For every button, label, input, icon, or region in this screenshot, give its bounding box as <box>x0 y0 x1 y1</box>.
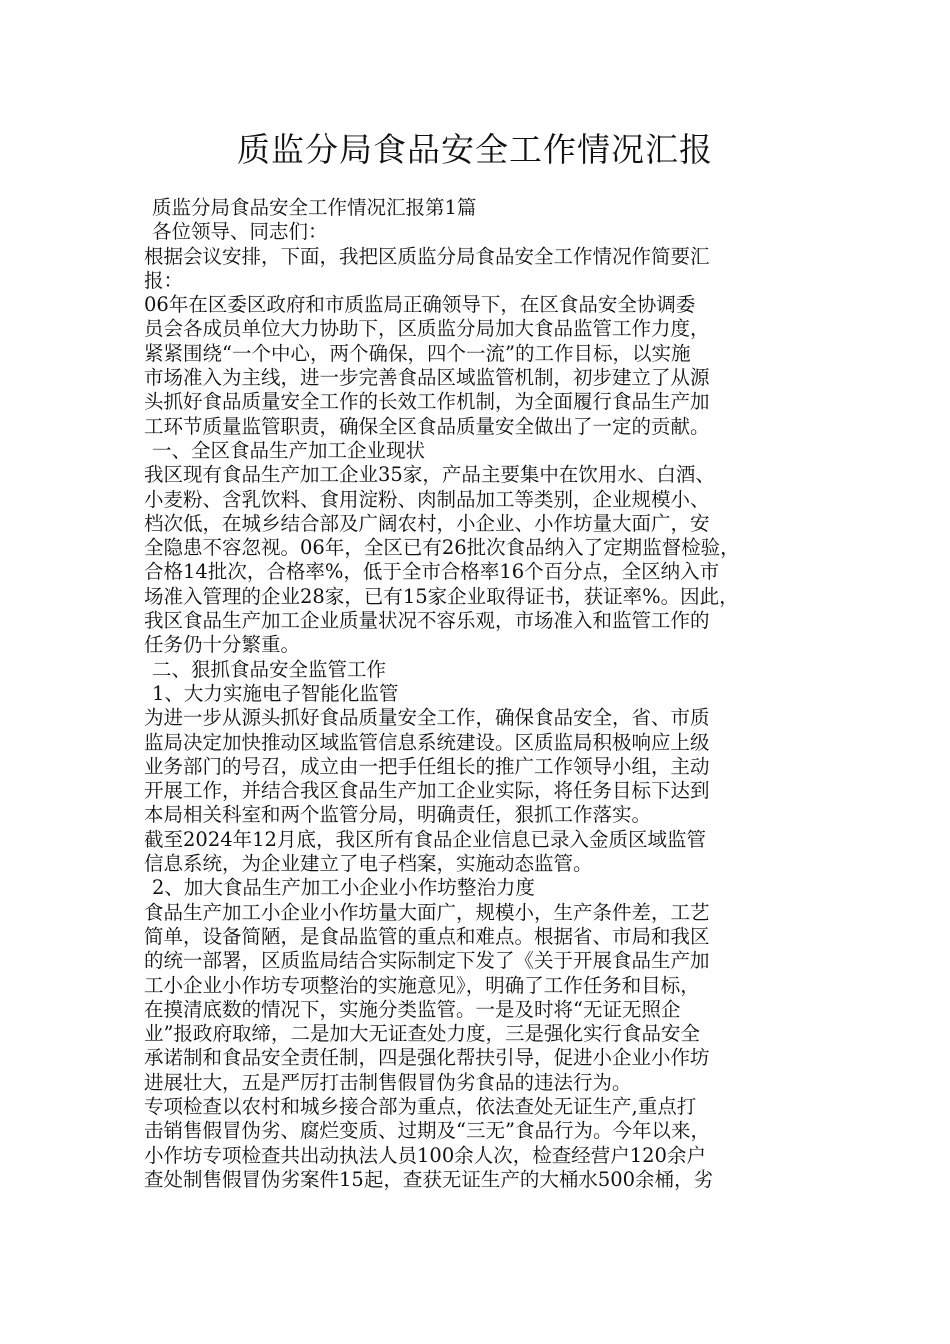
paragraph-line: 小作坊专项检查共出动执法人员100余人次，检查经营户120余户 <box>144 1143 706 1167</box>
paragraph-line: 工小企业小作坊专项整治的实施意见》，明确了工作任务和目标， <box>144 973 700 997</box>
paragraph-line: 击销售假冒伪劣、腐烂变质、过期及“三无”食品行为。今年以来， <box>144 1119 710 1143</box>
paragraph-line: 本局相关科室和两个监管分局，明确责任，狠抓工作落实。 <box>144 803 652 827</box>
paragraph-line: 的统一部署，区质监局结合实际制定下发了《关于开展食品生产加 <box>144 949 710 973</box>
paragraph-line: 全隐患不容忽视。06年，全区已有26批次食品纳入了定期监督检验， <box>144 536 740 560</box>
paragraph-line: 场准入管理的企业28家，已有15家企业取得证书，获证率%。因此， <box>144 584 739 608</box>
section-heading: 一、全区食品生产加工企业现状 <box>152 438 426 462</box>
salutation-line: 各位领导、同志们： <box>152 220 328 244</box>
paragraph-line: 业务部门的号召，成立由一把手任组长的推广工作领导小组，主动 <box>144 754 710 778</box>
subtitle-line: 质监分局食品安全工作情况汇报第1篇 <box>152 196 477 219</box>
paragraph-line: 我区现有食品生产加工企业35家，产品主要集中在饮用水、白酒、 <box>144 463 715 487</box>
paragraph-line: 食品生产加工小企业小作坊量大面广，规模小，生产条件差，工艺 <box>144 900 710 924</box>
paragraph-line: 市场准入为主线，进一步完善食品区域监管机制，初步建立了从源 <box>144 366 710 390</box>
section-heading: 二、狠抓食品安全监管工作 <box>152 657 387 681</box>
subsection-heading: 1、大力实施电子智能化监管 <box>152 681 399 705</box>
paragraph-line: 进展壮大，五是严厉打击制售假冒伪劣食品的违法行为。 <box>144 1070 632 1094</box>
paragraph-line: 承诺制和食品安全责任制，四是强化帮扶引导，促进小企业小作坊 <box>144 1046 710 1070</box>
paragraph-line: 专项检查以农村和城乡接合部为重点，依法查处无证生产,重点打 <box>144 1094 697 1118</box>
paragraph-line: 报： <box>144 268 184 292</box>
paragraph-line: 合格14批次，合格率%，低于全市合格率16个百分点，全区纳入市 <box>144 560 720 584</box>
paragraph-line: 员会各成员单位大力协助下，区质监分局加大食品监管工作力度， <box>144 317 710 341</box>
subsection-heading: 2、加大食品生产加工小企业小作坊整治力度 <box>152 876 535 900</box>
paragraph-line: 小麦粉、含乳饮料、食用淀粉、肉制品加工等类别，企业规模小、 <box>144 487 710 511</box>
paragraph-line: 工环节质量监管职责，确保全区食品质量安全做出了一定的贡献。 <box>144 414 710 438</box>
paragraph-line: 根据会议安排，下面，我把区质监分局食品安全工作情况作简要汇 <box>144 244 710 268</box>
paragraph-line: 紧紧围绕“一个中心，两个确保，四个一流”的工作目标，以实施 <box>144 341 691 365</box>
paragraph-line: 我区食品生产加工企业质量状况不容乐观，市场准入和监管工作的 <box>144 609 710 633</box>
paragraph-line: 在摸清底数的情况下，实施分类监管。一是及时将“无证无照企 <box>144 997 681 1021</box>
paragraph-line: 档次低，在城乡结合部及广阔农村，小企业、小作坊量大面广，安 <box>144 511 710 535</box>
document-body <box>144 196 824 1192</box>
paragraph-line: 头抓好食品质量安全工作的长效工作机制，为全面履行食品生产加 <box>144 390 710 414</box>
paragraph-line: 信息系统，为企业建立了电子档案，实施动态监管。 <box>144 852 593 876</box>
document-title: 质监分局食品安全工作情况汇报 <box>237 130 713 169</box>
paragraph-line: 监局决定加快推动区域监管信息系统建设。区质监局积极响应上级 <box>144 730 710 754</box>
paragraph-line: 开展工作，并结合我区食品生产加工企业实际，将任务目标下达到 <box>144 779 710 803</box>
paragraph-line: 查处制售假冒伪劣案件15起，查获无证生产的大桶水500余桶，劣 <box>144 1167 714 1191</box>
paragraph-line: 06年在区委区政府和市质监局正确领导下，在区食品安全协调委 <box>144 293 696 317</box>
paragraph-line: 任务仍十分繁重。 <box>144 633 301 657</box>
paragraph-line: 为进一步从源头抓好食品质量安全工作，确保食品安全，省、市质 <box>144 706 710 730</box>
paragraph-line: 截至2024年12月底，我区所有食品企业信息已录入金质区域监管 <box>144 827 706 851</box>
paragraph-line: 业”报政府取缔，二是加大无证查处力度，三是强化实行食品安全 <box>144 1022 700 1046</box>
paragraph-line: 简单，设备简陋，是食品监管的重点和难点。根据省、市局和我区 <box>144 924 710 948</box>
